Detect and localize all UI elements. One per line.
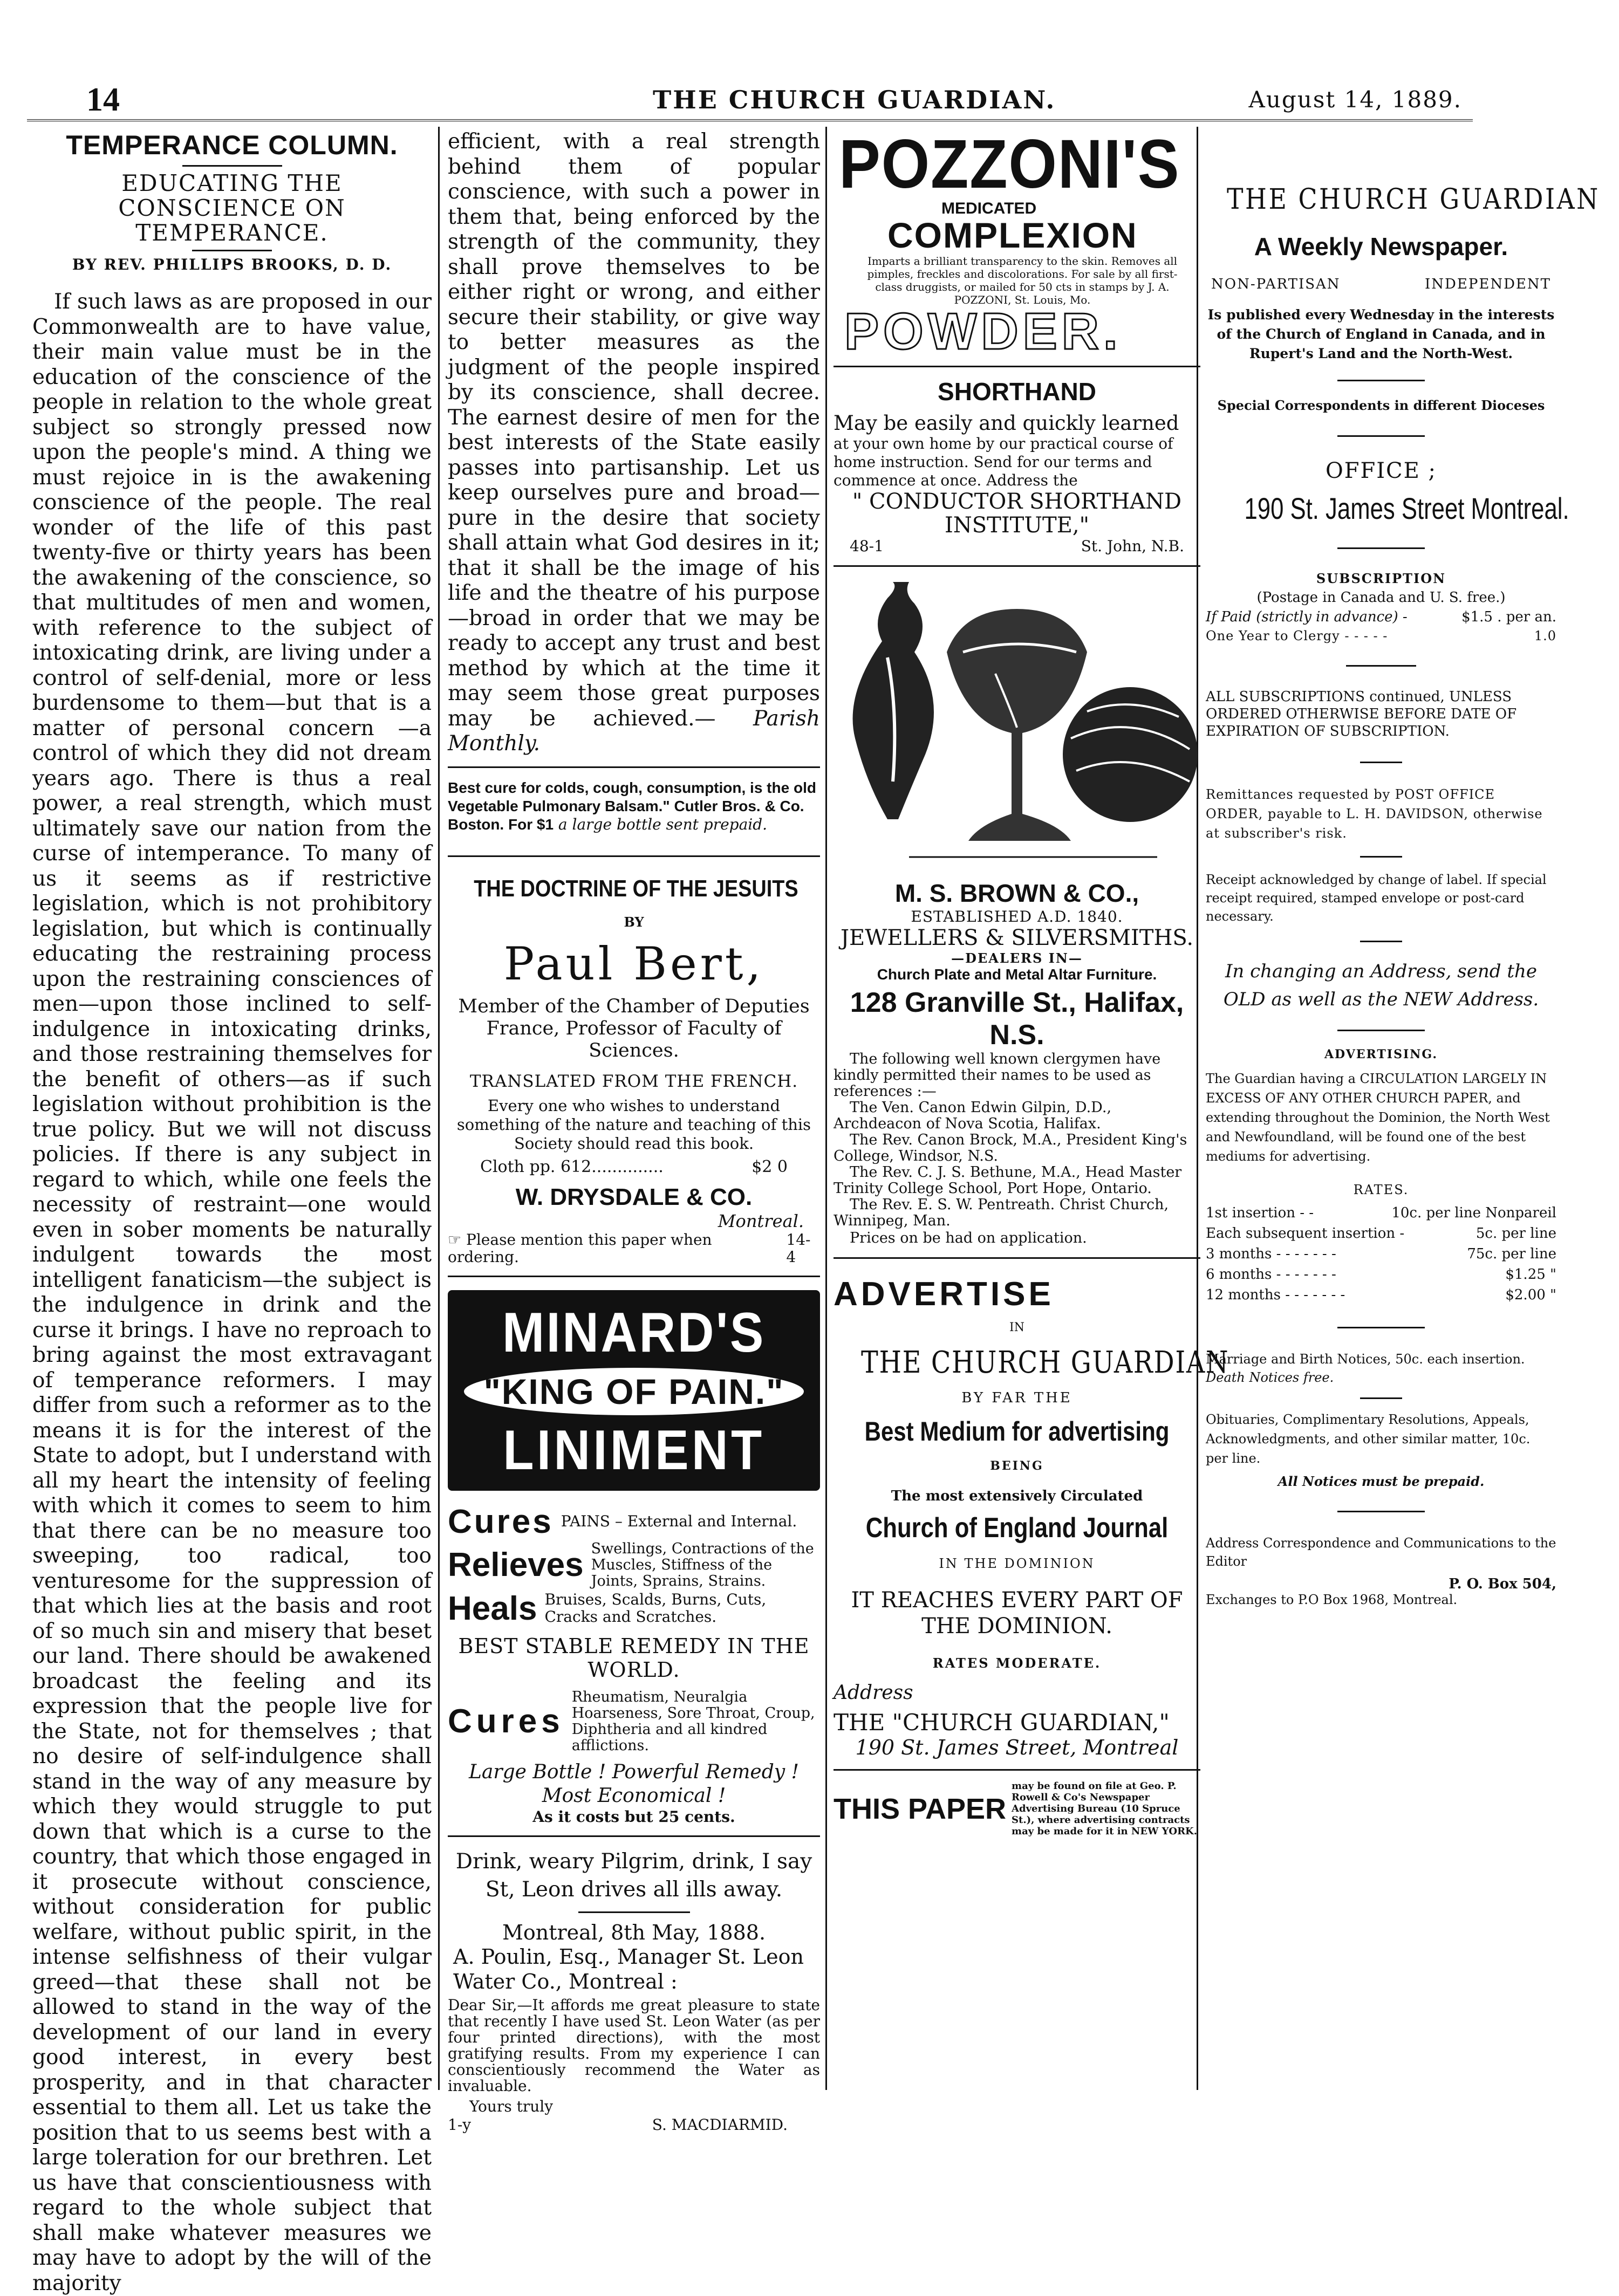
claim-text: Rheumatism, Neuralgia Hoarseness, Sore Throat, Croup, Diphtheria and all kindred afflictions.	[571, 1688, 815, 1754]
rate-label: Each subsequent insertion -	[1206, 1225, 1405, 1242]
sub-paid-label: If Paid (strictly in advance) -	[1206, 609, 1408, 625]
brown-goods: Church Plate and Metal Altar Furniture.	[877, 966, 1157, 983]
marriage-notices: Marriage and Birth Notices, 50c. each insertion.	[1206, 1352, 1525, 1367]
article-title: EDUCATING THE CONSCIENCE ON TEMPERANCE.	[118, 170, 346, 246]
advertise-ad	[834, 1275, 1229, 1759]
divider	[1360, 1397, 1402, 1399]
advertise-by-far: BY FAR THE	[961, 1390, 1072, 1406]
minard-banner	[448, 1290, 820, 1491]
remittances: Remittances requested by POST OFFICE ORDER, payable to L. H. DAVIDSON, otherwise at subscriber's risk.	[1206, 787, 1543, 841]
advertise-address-label: Address	[834, 1682, 913, 1704]
byline: BY REV. PHILLIPS BROOKS, D. D.	[72, 256, 392, 273]
rate-row	[1206, 1244, 1556, 1264]
sub-paid-price: $1.5 . per an.	[1461, 609, 1556, 625]
shorthand-text: at your own home by our practical course of home instruction. Send for our terms and commence at once. Address the	[834, 435, 1173, 489]
jesuits-price-label: Cloth pp. 612..............	[480, 1157, 664, 1176]
po-box: P. O. Box 504,	[1449, 1576, 1556, 1592]
letter-body: Dear Sir,—It affords me great pleasure to state that recently I have used St. Leon Water (as per four printed directions), with the most gratifying results. From my experience I can conscientiously recommend the Water as invaluable.	[448, 1996, 820, 2095]
brown-ref: The Rev. Canon Brock, M.A., President King's College, Windsor, N.S.	[834, 1132, 1187, 1164]
brown-dealers: —DEALERS IN—	[951, 950, 1083, 966]
brown-ref: The Ven. Canon Edwin Gilpin, D.D., Archdeacon of Nova Scotia, Halifax.	[834, 1099, 1112, 1132]
sub-clergy-row	[1206, 628, 1556, 643]
article-body: If such laws as are proposed in our Commonwealth are to have value, their main value must be in the education of the conscience of the people in relation to the whole great subject so strongly pressed now upon the people's mind. A thing we must rejoice in is the awakening conscience of the people. The real wonder of the life of this past twenty-five or thirty years has been the awakening of the conscience, so that multitudes of men and women, with reference to the subject of intoxicating drink, are living under a control of self-denial, more or less burdensome to them—but that is a matter of personal concern —a control of which they did not dream years ago. There is thus a real power, a real strength, which must ultimately save our nation from the curse of intemperance. To many of us it seems as if restrictive legislation, which is not prohibitory legislation, but which is continually educating the restraining process upon the restraining consciences of men—upon those inclined to self-indulgence in intoxicating drinks, and those restraining themselves for the benefit of others—as if such legislation without prohibition is the true policy. But we will not discuss policies. If there is any subject in regard to which, while one feels the necessity of restraint—one would even in sober moments be naturally indulgent towards the most intelligent fanaticism—the subject is the indulgence in drink and the curse it brings. I have no reproach to bring against the most extravagant of temperance reformers. I may differ from such a reformer as to the means it is for the interest of the State to adopt, but I understand with all my heart the intensity of feeling with which it comes to seem to him that there can be no measure too sweeping, too radical, too venturesome for the suppression of that which lies at the basis and root of so much sin and misery that beset our land. There should be awakened broadcast the feeling and its expression that the people live for the State, not for themselves ; that no desire of self-indulgence shall stand in the way of any measure by which they would struggle to put down that which is a curse to the country, that which those engaged in it prosecute without conscience, without consideration for public welfare, without public spirit, in the intense selfishness of their vulgar greed—that these shall not be allowed to stand in the way of the development of our land in every good interest, in every best prosperity, and in that character essential to them all. Let us take the position that to us seems best with a large toleration for our brethren. Let us have that conscientiousness with regard to the whole subject that shall make whatever measures we may have to adopt by the will of the majority	[32, 290, 432, 2295]
rate-row	[1206, 1203, 1556, 1223]
shorthand-city: St. John, N.B.	[1081, 537, 1184, 555]
claim-cures	[448, 1503, 820, 1541]
death-notices: Death Notices free.	[1206, 1370, 1334, 1385]
brown-trade: JEWELLERS & SILVERSMITHS.	[840, 926, 1194, 950]
rate-price: 10c. per line Nonpareil	[1391, 1205, 1556, 1221]
sub-clergy-label: One Year to Clergy - - - - -	[1206, 628, 1388, 643]
letter-code: 1-y	[448, 2115, 472, 2134]
letter-signer: S. MACDIARMID.	[652, 2115, 788, 2134]
jesuits-author-desc: Member of the Chamber of Deputies France, Professor of Faculty of Sciences.	[458, 995, 810, 1061]
divider	[448, 1835, 820, 1837]
jesuits-ad	[448, 875, 820, 1266]
address-correspondence: Address Correspondence and Communications to the Editor	[1206, 1536, 1556, 1569]
rate-price: $2.00 "	[1505, 1287, 1556, 1303]
brown-refs-lead: The following well known clergymen have kindly permitted their names to be used as references :—	[834, 1051, 1161, 1100]
brown-ref: The Rev. C. J. S. Bethune, M.A., Head Master Trinity College School, Port Hope, Ontario.	[834, 1164, 1182, 1197]
jesuits-code: 14-4	[786, 1230, 811, 1266]
cg-published: Is published every Wednesday in the interests of the Church of England in Canada, and in Rupert's Land and the North-West.	[1207, 307, 1555, 361]
divider	[1346, 665, 1416, 667]
advertise-street: 190 St. James Street, Montreal	[855, 1736, 1179, 1759]
rates-table	[1206, 1203, 1556, 1305]
letter-date: Montreal, 8th May, 1888.	[502, 1920, 766, 1944]
claim-cures-2	[448, 1689, 820, 1754]
advertise-cg: THE "CHURCH GUARDIAN,"	[834, 1709, 1170, 1736]
issue-date: August 14, 1889.	[1248, 86, 1462, 113]
jesuits-note-row	[448, 1231, 820, 1266]
article-continuation	[448, 129, 820, 757]
st-leon-slogan: Drink, weary Pilgrim, drink, I say St, Leon drives all ills away.	[455, 1849, 812, 1902]
column-two	[448, 129, 820, 2134]
exchanges: Exchanges to P.O Box 1968, Montreal.	[1206, 1592, 1458, 1607]
advertise-paper: THE CHURCH GUARDIAN	[861, 1345, 1229, 1380]
this-paper: THIS PAPER	[834, 1792, 1007, 1825]
cg-office-label: OFFICE ;	[1325, 458, 1437, 483]
claim-text: Swellings, Contractions of the Muscles, Stiffness of the Joints, Sprains, Strains.	[591, 1540, 814, 1589]
rate-price: 75c. per line	[1467, 1246, 1556, 1262]
pozzoni-complexion: COMPLEXION	[887, 215, 1138, 255]
rowell-text: may be found on file at Geo. P. Rowell & Co's Newspaper Advertising Bureau (10 Spruce St.), where advertising contracts may be made for it in NEW YORK.	[1012, 1780, 1197, 1837]
shorthand-institute: " CONDUCTOR SHORTHAND INSTITUTE,"	[852, 489, 1182, 538]
divider	[834, 1769, 1200, 1771]
advertise-rates: RATES MODERATE.	[932, 1655, 1102, 1671]
jesuits-blurb: Every one who wishes to understand something of the nature and teaching of this Society should read this book.	[456, 1096, 811, 1153]
divider	[448, 855, 820, 857]
rate-label: 6 months - - - - - - -	[1206, 1266, 1336, 1283]
advertise-dominion: IN THE DOMINION	[939, 1556, 1095, 1571]
advertise-in: IN	[1009, 1321, 1024, 1334]
divider	[834, 366, 1200, 367]
advertising-title: ADVERTISING.	[1324, 1047, 1438, 1061]
shorthand-ad	[834, 377, 1200, 556]
letter-closing: Yours truly	[469, 2097, 554, 2115]
brown-established: ESTABLISHED A.D. 1840.	[911, 908, 1123, 926]
divider	[1337, 1030, 1425, 1031]
masthead-title: THE CHURCH GUARDIAN.	[653, 85, 1056, 114]
minard-cost: As it costs but 25 cents.	[532, 1807, 735, 1826]
shorthand-lead: May be easily and quickly learned	[834, 412, 1179, 435]
jesuits-translated: TRANSLATED FROM THE FRENCH.	[469, 1071, 798, 1091]
jesuits-price: $2 0	[752, 1157, 788, 1176]
large-bottle: Large Bottle ! Powerful Remedy ! Most Economical !	[469, 1760, 799, 1807]
obituaries: Obituaries, Complimentary Resolutions, Appeals, Acknowledgments, and other similar matter, 10c. per line.	[1206, 1412, 1531, 1466]
divider	[1337, 547, 1425, 549]
pozzoni-powder: POWDER.	[844, 303, 1122, 360]
pozzoni-medicated: MEDICATED	[941, 200, 1037, 217]
section-heading: TEMPERANCE COLUMN.	[66, 130, 398, 160]
advertising-text: The Guardian having a CIRCULATION LARGELY IN EXCESS OF ANY OTHER CHURCH PAPER, and extending throughout the Dominion, the North West and Newfoundland, will be found one of the best mediums for advertising.	[1206, 1071, 1550, 1164]
divider	[1360, 941, 1402, 942]
divider	[448, 1276, 820, 1277]
cure-ad-offer: a large bottle sent prepaid.	[558, 815, 768, 833]
advertise-being: BEING	[990, 1459, 1044, 1473]
rate-row	[1206, 1285, 1556, 1305]
pozzoni-ad	[834, 126, 1200, 360]
pozzoni-text: Imparts a brilliant transparency to the skin. Removes all pimples, freckles and discolorations. For sale by all first-class druggists, or mailed for 50 cts in stamps by J. A. POZZONI, St. Louis, Mo.	[867, 255, 1178, 306]
cure-ad-text: Best cure for colds, cough, consumption, is the old Vegetable Pulmonary Balsam." Cutler Bros. & Co. Boston. For $1	[448, 779, 816, 833]
brown-ref: The Rev. E. S. W. Pentreath. Christ Church, Winnipeg, Man.	[834, 1196, 1169, 1229]
brown-prices: Prices on be had on application.	[850, 1230, 1087, 1246]
column-rule	[825, 127, 827, 2090]
change-address: In changing an Address, send the OLD as well as the NEW Address.	[1223, 961, 1539, 1010]
column-three	[834, 126, 1229, 1837]
divider	[578, 1911, 690, 1913]
jesuits-publisher: W. DRYSDALE & CO.	[515, 1183, 753, 1210]
claim-text: PAINS – External and Internal.	[561, 1512, 797, 1530]
claim-word: Cures	[448, 1703, 564, 1740]
shorthand-footer	[834, 537, 1200, 556]
advertise-reaches: IT REACHES EVERY PART OF THE DOMINION.	[851, 1588, 1183, 1639]
jesuits-by: BY	[624, 914, 644, 930]
column-rule	[438, 127, 440, 2090]
letter-addressee: A. Poulin, Esq., Manager St. Leon Water Co., Montreal :	[453, 1944, 804, 1993]
cg-masthead: THE CHURCH GUARDIAN	[1227, 183, 1600, 216]
claim-relieves	[448, 1541, 820, 1589]
claim-word: Relieves	[448, 1546, 584, 1584]
page-header	[27, 81, 1473, 121]
divider	[1337, 380, 1425, 381]
brown-address: 128 Granville St., Halifax, N.S.	[850, 987, 1184, 1051]
jesuits-note: ☞ Please mention this paper when ordering.	[448, 1230, 712, 1266]
rate-label: 1st insertion - -	[1206, 1205, 1314, 1221]
pozzoni-title: POZZONI'S	[839, 126, 1180, 203]
minard-liniment: LINIMENT	[503, 1418, 765, 1482]
receipt-note: Receipt acknowledged by change of label. If special receipt required, stamped envelope or post-card necessary.	[1206, 872, 1547, 924]
shorthand-code: 48-1	[850, 537, 884, 555]
sub-title: SUBSCRIPTION	[1316, 571, 1446, 586]
cg-nonpartisan: NON-PARTISAN	[1211, 276, 1341, 292]
jesuits-price-row	[480, 1157, 788, 1176]
advertise-most: The most extensively Circulated	[891, 1488, 1143, 1504]
divider	[1337, 435, 1425, 437]
silverware-illustration	[834, 577, 1200, 879]
divider	[1360, 856, 1402, 858]
claim-word: Cures	[448, 1503, 554, 1540]
column-four	[1206, 129, 1600, 1607]
rate-row	[1206, 1264, 1556, 1285]
claim-heals	[448, 1589, 820, 1628]
jesuits-author: Paul Bert,	[503, 937, 764, 990]
rate-label: 12 months - - - - - - -	[1206, 1287, 1345, 1303]
brown-ad	[834, 879, 1200, 1248]
sub-continued: ALL SUBSCRIPTIONS continued, UNLESS ORDERED OTHERWISE BEFORE DATE OF EXPIRATION OF SUBSCRIPTION.	[1206, 689, 1517, 739]
divider	[192, 250, 272, 251]
cg-tagline	[1206, 276, 1556, 292]
sub-clergy-price: 1.0	[1534, 628, 1556, 643]
claim-text: Bruises, Scalds, Burns, Cuts, Cracks and Scratches.	[544, 1591, 767, 1626]
advertise-journal: Church of England Journal	[865, 1512, 1169, 1544]
cg-independent: INDEPENDENT	[1425, 276, 1551, 292]
divider	[1337, 1327, 1425, 1328]
cure-ad	[448, 779, 820, 834]
rate-price: $1.25 "	[1505, 1266, 1556, 1283]
advertise-best: Best Medium for advertising	[864, 1416, 1170, 1447]
cg-correspondents: Special Correspondents in different Dioceses	[1217, 397, 1545, 413]
cg-weekly: A Weekly Newspaper.	[1254, 232, 1508, 261]
continuation-text: efficient, with a real strength behind them of popular conscience, with such a power in them that, being enforced by the strength of the community, they shall prove themselves to be either right or wrong, and either secure their stability, or give way to better measures as the judgment of the people inspired by its conscience, shall decree. The earnest desire of men for the best interests of the State easily passes into partisanship. Let us keep ourselves pure and broad—pure in the desire that society shall attain what God desires in it; that it shall be the image of his life and the theatre of his purpose—broad in order that we may be ready to accept any trust and best method by which at the time it may seem those great purposes may be achieved.—	[448, 129, 820, 731]
silverware-engraving	[834, 577, 1200, 879]
jesuits-city: Montreal.	[718, 1210, 804, 1231]
letter-signature-row	[448, 2116, 820, 2134]
divider	[834, 1257, 1200, 1259]
claim-word: Heals	[448, 1589, 537, 1627]
advertise-title: ADVERTISE	[834, 1276, 1054, 1313]
shorthand-title: SHORTHAND	[938, 378, 1096, 406]
article-source: Parish Monthly.	[448, 706, 820, 756]
divider	[1360, 762, 1402, 763]
prepaid-note: All Notices must be prepaid.	[1278, 1473, 1485, 1489]
divider	[182, 165, 282, 167]
notices	[1206, 1350, 1556, 1387]
sub-paid-row	[1206, 609, 1556, 625]
minard-slogan-box	[464, 1368, 804, 1415]
jesuits-note-text: Please mention this paper when ordering.	[448, 1230, 712, 1266]
jesuits-title: THE DOCTRINE OF THE JESUITS	[474, 875, 798, 902]
brown-name: M. S. BROWN & CO.,	[894, 879, 1139, 907]
divider	[448, 766, 820, 768]
column-temperance	[32, 129, 432, 2296]
rates-title: RATES.	[1353, 1182, 1409, 1197]
minard-title: MINARD'S	[502, 1301, 766, 1364]
sub-postage: (Postage in Canada and U. S. free.)	[1256, 590, 1506, 606]
rate-row	[1206, 1223, 1556, 1244]
divider	[834, 565, 1200, 567]
divider	[1337, 1511, 1425, 1512]
rate-label: 3 months - - - - - - -	[1206, 1246, 1336, 1262]
minard-claims	[448, 1503, 820, 1826]
rowell-notice	[834, 1780, 1200, 1837]
stable-remedy: BEST STABLE REMEDY IN THE WORLD.	[458, 1634, 810, 1682]
cg-office-address: 190 St. James Street Montreal.	[1244, 491, 1569, 525]
page-number: 14	[86, 81, 120, 118]
minard-slogan: "KING OF PAIN."	[483, 1371, 784, 1411]
rate-price: 5c. per line	[1475, 1225, 1556, 1242]
